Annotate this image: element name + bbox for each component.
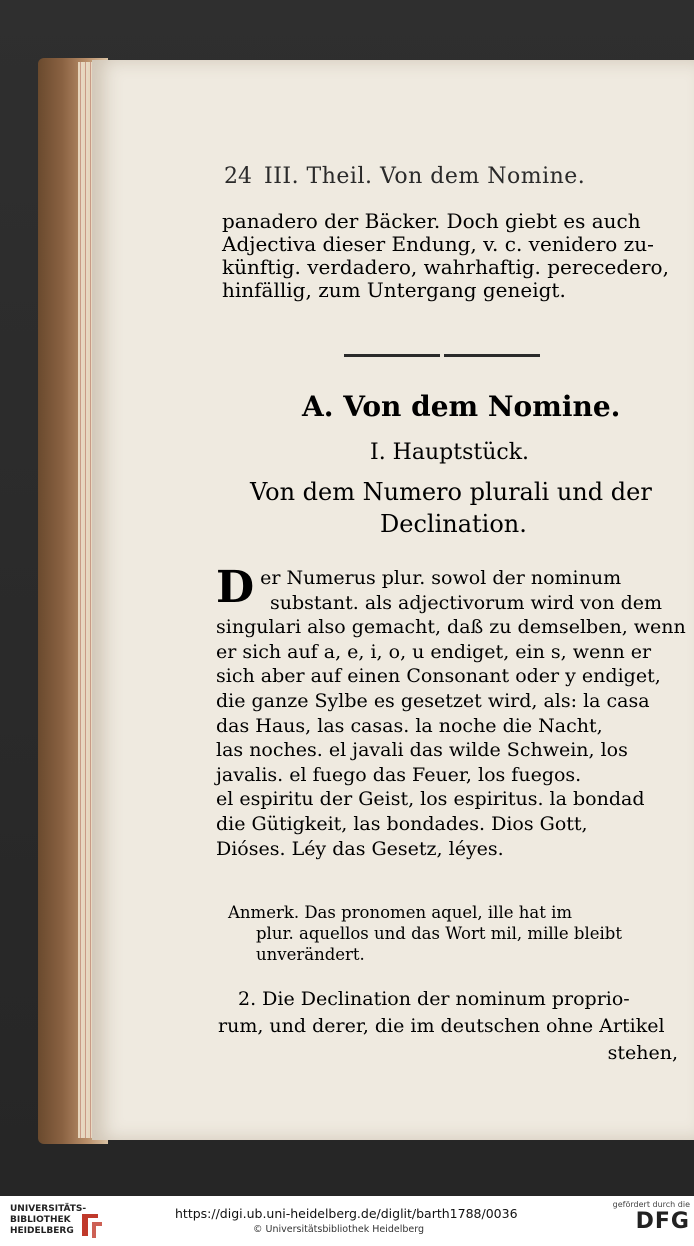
- note-line: unverändert.: [256, 945, 365, 964]
- library-name-line: HEIDELBERG: [10, 1226, 74, 1236]
- intro-line: panadero der Bäcker. Doch giebt es auch: [222, 209, 641, 233]
- section-heading: A. Von dem Nomine.: [302, 390, 621, 423]
- library-emblem-icon: [78, 1210, 104, 1244]
- book-page: [92, 60, 694, 1140]
- note-line: Anmerk. Das pronomen aquel, ille hat im: [228, 903, 572, 922]
- library-name-line: UNIVERSITÄTS-: [10, 1204, 87, 1214]
- para2-line: 2. Die Declination der nominum proprio-: [238, 988, 630, 1010]
- page-stack: [78, 62, 92, 1138]
- body-line: Dióses. Léy das Gesetz, léyes.: [216, 837, 504, 860]
- subtitle-line: Von dem Numero plurali und der: [250, 478, 652, 506]
- intro-line: künftig. verdadero, wahrhaftig. perecedero,: [222, 255, 669, 279]
- note-line: plur. aquellos und das Wort mil, mille bleibt: [256, 924, 622, 943]
- note-paragraph: [228, 902, 678, 965]
- body-line: er Numerus plur. sowol der nominum: [260, 567, 622, 589]
- subtitle-line: Declination.: [380, 510, 527, 538]
- page-number: 24: [224, 164, 252, 189]
- page-header: [112, 160, 657, 194]
- body-line: el espiritu der Geist, los espiritus. la bondad: [216, 788, 645, 811]
- body-line: er sich auf a, e, i, o, u endiget, ein s, wenn er: [216, 640, 652, 663]
- body-line: substant. als adjectivorum wird von dem: [270, 591, 663, 614]
- dfg-logo-icon: DFG: [635, 1209, 690, 1234]
- body-line: javalis. el fuego das Feuer, los fuegos.: [216, 763, 582, 786]
- permalink-url[interactable]: https://digi.ub.uni-heidelberg.de/diglit/barth1788/0036: [175, 1206, 518, 1221]
- intro-line: Adjectiva dieser Endung, v. c. venidero zu-: [222, 232, 654, 256]
- library-name-line: BIBLIOTHEK: [10, 1215, 71, 1225]
- library-logo[interactable]: [10, 1204, 105, 1238]
- chapter-heading: I. Hauptstück.: [370, 440, 530, 465]
- body-line: die Gütigkeit, las bondades. Dios Gott,: [216, 812, 588, 835]
- copyright-notice: © Universitätsbibliothek Heidelberg: [253, 1224, 425, 1235]
- body-paragraph: [216, 562, 686, 861]
- body-line: las noches. el javali das wilde Schwein, los: [216, 739, 628, 762]
- intro-line: hinfällig, zum Untergang geneigt.: [222, 278, 566, 302]
- para2-line: stehen,: [607, 1042, 678, 1064]
- page-content: [112, 160, 657, 194]
- para2-line: rum, und derer, die im deutschen ohne Artikel: [218, 1015, 665, 1037]
- drop-cap: D: [216, 562, 255, 613]
- body-line: singulari also gemacht, daß zu demselben, wenn: [216, 616, 686, 639]
- funder-logo[interactable]: [612, 1200, 690, 1240]
- body-line: das Haus, las casas. la noche die Nacht,: [216, 714, 603, 737]
- body-line: sich aber auf einen Consonant oder y endiget,: [216, 665, 661, 688]
- divider-rule: [344, 354, 540, 357]
- body-line: die ganze Sylbe es gesetzet wird, als: la casa: [216, 689, 650, 712]
- intro-paragraph: [222, 210, 692, 302]
- running-head: III. Theil. Von dem Nomine.: [264, 164, 586, 189]
- funding-caption: gefördert durch die: [612, 1200, 690, 1209]
- second-paragraph: [218, 986, 678, 1067]
- viewer-footer: [0, 1196, 694, 1246]
